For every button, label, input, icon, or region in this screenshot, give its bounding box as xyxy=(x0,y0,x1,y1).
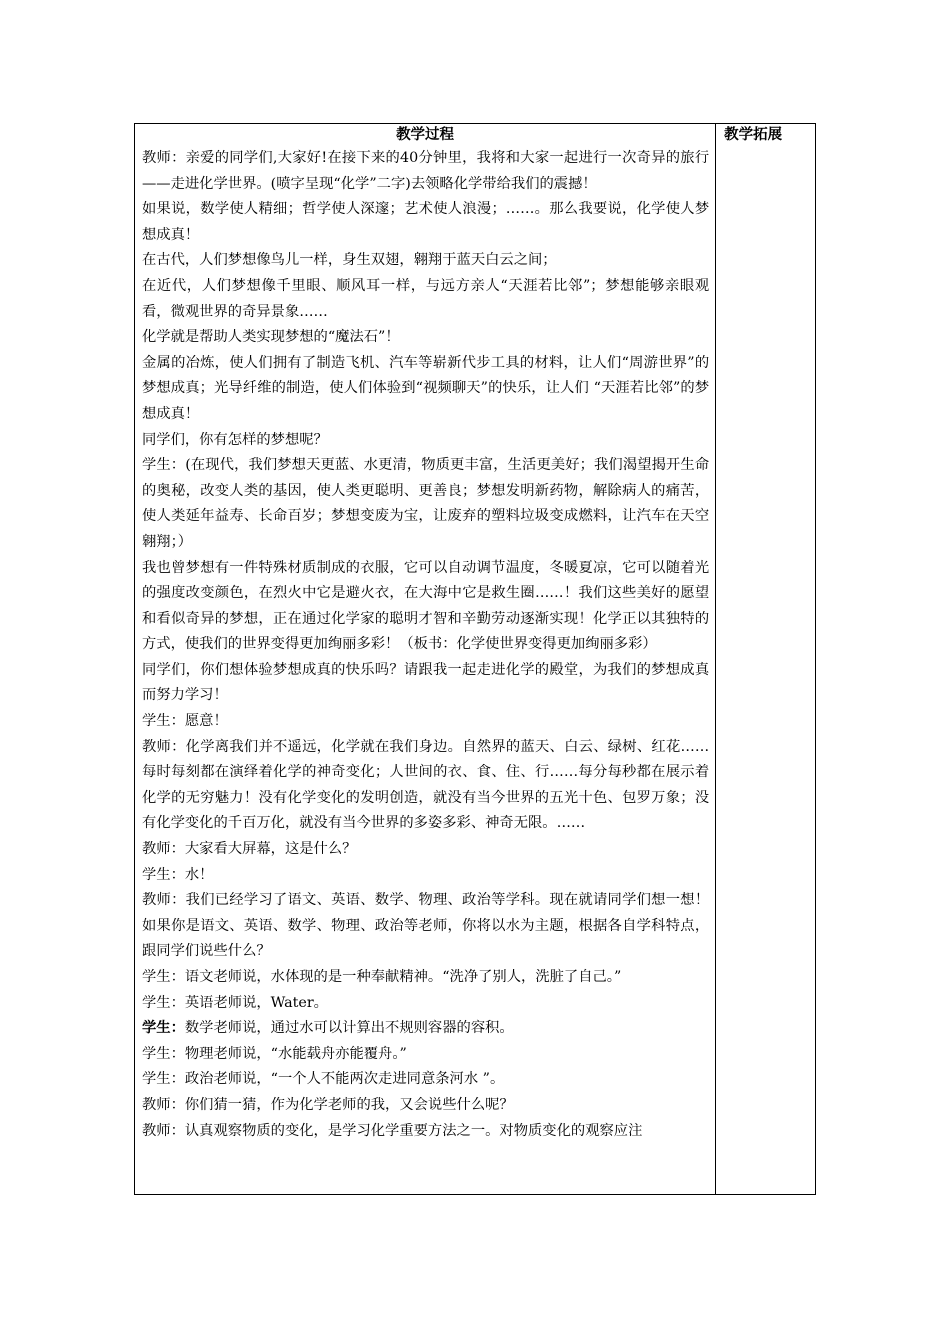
paragraph: 同学们，你有怎样的梦想呢？ xyxy=(142,431,328,448)
paragraph: 学生：(在现代，我们梦想天更蓝、水更清，物质更丰富，生活更美好；我们渴望揭开生命的奥秘，改变人类的基因，使人类更聪明、更善良；梦想发明新药物，解除病人的痛苦，使人类延年益寿、长命百岁；梦想变废为宝，让废弃的塑料垃圾变成燃料，让汽车在天空翱翔；） xyxy=(142,457,710,550)
paragraph: 在近代，人们梦想像千里眼、顺风耳一样，与远方亲人“天涯若比邻”；梦想能够亲眼观看，微观世界的奇异景象…… xyxy=(142,277,710,320)
paragraph-bold-label xyxy=(142,1016,709,1042)
paragraph: 学生：水！ xyxy=(142,866,214,883)
paragraph: 在古代，人们梦想像鸟儿一样，身生双翅，翱翔于蓝天白云之间； xyxy=(142,252,557,269)
paragraph: 学生：愿意！ xyxy=(142,713,228,730)
paragraph: 教师：大家看大屏幕，这是什么？ xyxy=(142,841,357,858)
paragraph: 我也曾梦想有一件特殊材质制成的衣服，它可以自动调节温度，冬暖夏凉，它可以随着光的强度改变颜色，在烈火中它是避火衣，在大海中它是救生圈……！我们这些美好的愿望和看似奇异的梦想，正在通过化学家的聪明才智和辛勤劳动逐渐实现！化学正以其独特的方式，使我们的世界变得更加绚丽多彩！（板书：化学使世界变得更加绚丽多彩） xyxy=(142,559,710,653)
paragraph: 如果说，数学使人精细；哲学使人深邃；艺术使人浪漫；……。那么我要说，化学使人梦想成真！ xyxy=(142,201,710,243)
paragraph: 化学就是帮助人类实现梦想的“魔法石”！ xyxy=(142,329,400,346)
paragraph: 教师：你们猜一猜，作为化学老师的我，又会说些什么呢？ xyxy=(142,1096,514,1113)
paragraph: 同学们，你们想体验梦想成真的快乐吗？请跟我一起走进化学的殿堂，为我们的梦想成真而努力学习！ xyxy=(142,661,710,704)
paragraph: 教师：亲爱的同学们,大家好!在接下来的40分钟里，我将和大家一起进行一次奇异的旅行——走进化学世界。(喷字呈现“化学”二字)去领略化学带给我们的震撼！ xyxy=(142,150,710,192)
teaching-process-body xyxy=(135,146,715,1144)
speaker-text: 数学老师说，通过水可以计算出不规则容器的容积。 xyxy=(184,1020,514,1037)
paragraph: 教师：我们已经学习了语文、英语、数学、物理、政治等学科。现在就请同学们想一想！如果你是语文、英语、数学、物理、政治等老师，你将以水为主题，根据各自学科特点，跟同学们说些什么？ xyxy=(142,892,710,960)
paragraph: 学生：语文老师说，水体现的是一种奉献精神。“洗净了别人，洗脏了自己。” xyxy=(142,969,622,985)
teaching-process-column xyxy=(135,124,716,1195)
teaching-extension-header: 教学拓展 xyxy=(724,126,783,143)
teaching-extension-column xyxy=(716,124,816,1195)
paragraph: 金属的冶炼，使人们拥有了制造飞机、汽车等崭新代步工具的材料，让人们“周游世界”的梦想成真；光导纤维的制造，使人们体验到“视频聊天”的快乐，让人们 “天涯若比邻”的梦想成真！ xyxy=(142,354,710,422)
teaching-process-header: 教学过程 xyxy=(396,126,455,143)
paragraph: 学生：英语老师说，Water。 xyxy=(142,994,328,1011)
paragraph: 学生：政治老师说，“一个人不能两次走进同意条河水 ”。 xyxy=(142,1071,505,1088)
paragraph: 教师：认真观察物质的变化，是学习化学重要方法之一。对物质变化的观察应注 xyxy=(142,1122,643,1139)
speaker-label: 学生： xyxy=(142,1020,185,1037)
paragraph: 教师：化学离我们并不遥远，化学就在我们身边。自然界的蓝天、白云、绿树、红花……每时每刻都在演绎着化学的神奇变化；人世间的衣、食、住、行……每分每秒都在展示着化学的无穷魅力！没有化学变化的发明创造，就没有当今世界的五光十色、包罗万象；没有化学变化的千百万化，就没有当今世界的多姿多彩、神奇无限。…… xyxy=(142,738,710,832)
paragraph: 学生：物理老师说，“水能载舟亦能覆舟。” xyxy=(142,1045,407,1062)
lesson-table xyxy=(134,123,816,1195)
